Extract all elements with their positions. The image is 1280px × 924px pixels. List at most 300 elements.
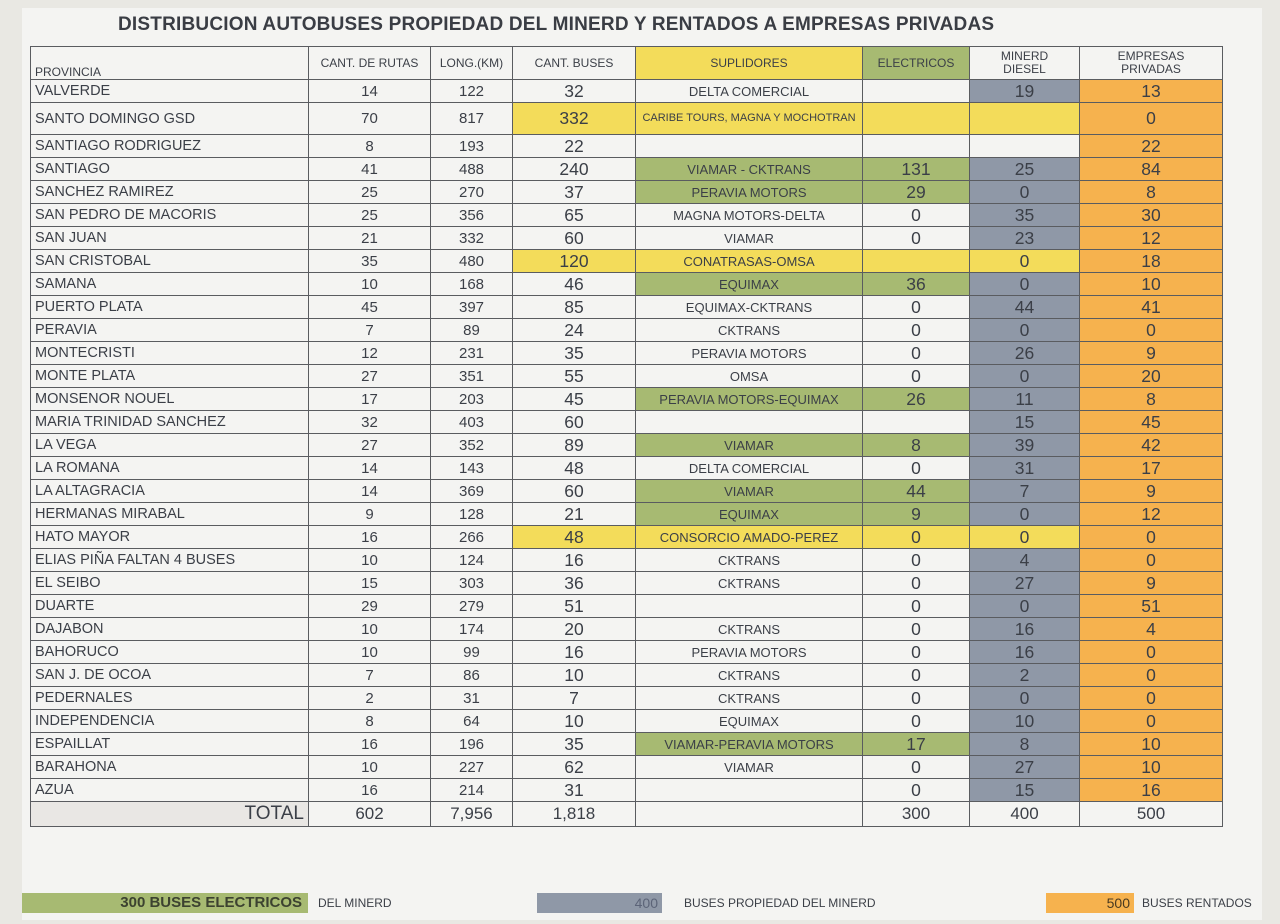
cell-buses: 16 <box>513 641 636 664</box>
total-minerd: 400 <box>970 802 1080 827</box>
cell-provincia: MARIA TRINIDAD SANCHEZ <box>31 411 309 434</box>
cell-provincia: MONTECRISTI <box>31 342 309 365</box>
cell-buses: 48 <box>513 457 636 480</box>
cell-electricos: 0 <box>863 779 970 802</box>
cell-privadas: 8 <box>1080 388 1223 411</box>
cell-electricos: 0 <box>863 526 970 549</box>
cell-rutas: 10 <box>309 618 431 641</box>
cell-suplidores: VIAMAR - CKTRANS <box>636 158 863 181</box>
table-row <box>31 296 1223 319</box>
cell-provincia: BAHORUCO <box>31 641 309 664</box>
table-row <box>31 273 1223 296</box>
cell-minerd: 4 <box>970 549 1080 572</box>
cell-long: 303 <box>431 572 513 595</box>
cell-provincia: SANTO DOMINGO GSD <box>31 103 309 135</box>
cell-long: 31 <box>431 687 513 710</box>
cell-long: 64 <box>431 710 513 733</box>
cell-electricos <box>863 103 970 135</box>
cell-provincia: SAN CRISTOBAL <box>31 250 309 273</box>
cell-long: 266 <box>431 526 513 549</box>
cell-suplidores: DELTA COMERCIAL <box>636 80 863 103</box>
cell-buses: 36 <box>513 572 636 595</box>
cell-electricos: 44 <box>863 480 970 503</box>
cell-suplidores: PERAVIA MOTORS <box>636 641 863 664</box>
table-row <box>31 457 1223 480</box>
cell-provincia: SAN JUAN <box>31 227 309 250</box>
cell-electricos: 26 <box>863 388 970 411</box>
total-long: 7,956 <box>431 802 513 827</box>
table-row <box>31 227 1223 250</box>
cell-minerd: 0 <box>970 595 1080 618</box>
cell-rutas: 27 <box>309 365 431 388</box>
cell-buses: 120 <box>513 250 636 273</box>
cell-minerd: 0 <box>970 181 1080 204</box>
cell-privadas: 18 <box>1080 250 1223 273</box>
cell-rutas: 9 <box>309 503 431 526</box>
header-privadas-line1: EMPRESAS <box>1117 49 1185 63</box>
cell-privadas: 10 <box>1080 273 1223 296</box>
cell-provincia: VALVERDE <box>31 80 309 103</box>
cell-electricos: 0 <box>863 710 970 733</box>
cell-minerd: 0 <box>970 250 1080 273</box>
cell-minerd: 35 <box>970 204 1080 227</box>
cell-suplidores: CKTRANS <box>636 572 863 595</box>
cell-long: 128 <box>431 503 513 526</box>
cell-electricos: 17 <box>863 733 970 756</box>
cell-suplidores: VIAMAR <box>636 480 863 503</box>
cell-provincia: LA ROMANA <box>31 457 309 480</box>
cell-minerd: 0 <box>970 365 1080 388</box>
cell-electricos: 0 <box>863 572 970 595</box>
cell-suplidores: CARIBE TOURS, MAGNA Y MOCHOTRAN <box>636 103 863 135</box>
cell-electricos: 0 <box>863 457 970 480</box>
cell-privadas: 8 <box>1080 181 1223 204</box>
cell-suplidores: OMSA <box>636 365 863 388</box>
cell-minerd: 0 <box>970 687 1080 710</box>
header-provincia: PROVINCIA <box>31 47 309 80</box>
total-suplidores <box>636 802 863 827</box>
cell-long: 369 <box>431 480 513 503</box>
cell-privadas: 12 <box>1080 503 1223 526</box>
table-row <box>31 664 1223 687</box>
cell-provincia: SANCHEZ RAMIREZ <box>31 181 309 204</box>
cell-rutas: 29 <box>309 595 431 618</box>
cell-long: 397 <box>431 296 513 319</box>
cell-provincia: ELIAS PIÑA FALTAN 4 BUSES <box>31 549 309 572</box>
cell-privadas: 0 <box>1080 641 1223 664</box>
cell-electricos: 0 <box>863 342 970 365</box>
header-privadas <box>1080 47 1223 80</box>
cell-privadas: 0 <box>1080 319 1223 342</box>
cell-minerd: 0 <box>970 319 1080 342</box>
cell-suplidores: EQUIMAX <box>636 503 863 526</box>
cell-minerd: 0 <box>970 503 1080 526</box>
cell-long: 196 <box>431 733 513 756</box>
cell-long: 817 <box>431 103 513 135</box>
cell-suplidores: CONATRASAS-OMSA <box>636 250 863 273</box>
cell-electricos: 9 <box>863 503 970 526</box>
header-row <box>31 47 1223 80</box>
cell-buses: 22 <box>513 135 636 158</box>
cell-long: 143 <box>431 457 513 480</box>
table-row <box>31 733 1223 756</box>
cell-buses: 332 <box>513 103 636 135</box>
cell-rutas: 8 <box>309 135 431 158</box>
header-buses: CANT. BUSES <box>513 47 636 80</box>
cell-privadas: 9 <box>1080 342 1223 365</box>
cell-suplidores: CKTRANS <box>636 319 863 342</box>
cell-buses: 20 <box>513 618 636 641</box>
cell-long: 279 <box>431 595 513 618</box>
table-row <box>31 641 1223 664</box>
cell-buses: 16 <box>513 549 636 572</box>
table-row <box>31 135 1223 158</box>
table-row <box>31 388 1223 411</box>
cell-rutas: 2 <box>309 687 431 710</box>
cell-minerd: 15 <box>970 779 1080 802</box>
cell-rutas: 45 <box>309 296 431 319</box>
cell-provincia: INDEPENDENCIA <box>31 710 309 733</box>
cell-suplidores: CKTRANS <box>636 664 863 687</box>
cell-minerd: 0 <box>970 526 1080 549</box>
cell-rutas: 10 <box>309 756 431 779</box>
cell-suplidores <box>636 595 863 618</box>
cell-buses: 31 <box>513 779 636 802</box>
table-row <box>31 158 1223 181</box>
table-row <box>31 756 1223 779</box>
legend-electric-text: DEL MINERD <box>318 896 392 910</box>
cell-buses: 85 <box>513 296 636 319</box>
cell-provincia: PEDERNALES <box>31 687 309 710</box>
cell-buses: 62 <box>513 756 636 779</box>
cell-buses: 48 <box>513 526 636 549</box>
cell-electricos: 0 <box>863 641 970 664</box>
cell-rutas: 25 <box>309 181 431 204</box>
cell-provincia: SANTIAGO <box>31 158 309 181</box>
cell-minerd: 7 <box>970 480 1080 503</box>
cell-electricos: 0 <box>863 756 970 779</box>
cell-buses: 21 <box>513 503 636 526</box>
cell-privadas: 0 <box>1080 526 1223 549</box>
cell-rutas: 12 <box>309 342 431 365</box>
cell-rutas: 14 <box>309 80 431 103</box>
cell-long: 356 <box>431 204 513 227</box>
cell-buses: 60 <box>513 411 636 434</box>
cell-privadas: 0 <box>1080 687 1223 710</box>
cell-rutas: 16 <box>309 779 431 802</box>
cell-rutas: 14 <box>309 457 431 480</box>
cell-electricos <box>863 135 970 158</box>
cell-privadas: 0 <box>1080 710 1223 733</box>
cell-minerd: 16 <box>970 641 1080 664</box>
cell-provincia: MONTE PLATA <box>31 365 309 388</box>
total-row <box>31 802 1223 827</box>
cell-buses: 65 <box>513 204 636 227</box>
cell-suplidores: MAGNA MOTORS-DELTA <box>636 204 863 227</box>
cell-long: 99 <box>431 641 513 664</box>
cell-buses: 24 <box>513 319 636 342</box>
cell-suplidores: VIAMAR <box>636 227 863 250</box>
cell-privadas: 45 <box>1080 411 1223 434</box>
cell-electricos: 0 <box>863 687 970 710</box>
legend-electric-swatch: 300 BUSES ELECTRICOS <box>22 893 308 913</box>
cell-rutas: 16 <box>309 733 431 756</box>
cell-provincia: LA ALTAGRACIA <box>31 480 309 503</box>
cell-minerd: 39 <box>970 434 1080 457</box>
cell-privadas: 0 <box>1080 664 1223 687</box>
cell-provincia: BARAHONA <box>31 756 309 779</box>
cell-electricos: 0 <box>863 618 970 641</box>
cell-provincia: LA VEGA <box>31 434 309 457</box>
cell-provincia: HATO MAYOR <box>31 526 309 549</box>
cell-buses: 35 <box>513 342 636 365</box>
cell-rutas: 21 <box>309 227 431 250</box>
cell-long: 332 <box>431 227 513 250</box>
header-electricos: ELECTRICOS <box>863 47 970 80</box>
cell-minerd: 0 <box>970 273 1080 296</box>
cell-minerd: 23 <box>970 227 1080 250</box>
cell-minerd: 8 <box>970 733 1080 756</box>
cell-minerd: 19 <box>970 80 1080 103</box>
cell-rutas: 17 <box>309 388 431 411</box>
cell-rutas: 25 <box>309 204 431 227</box>
cell-minerd: 10 <box>970 710 1080 733</box>
header-minerd-line2: DIESEL <box>1003 62 1046 76</box>
cell-rutas: 35 <box>309 250 431 273</box>
cell-privadas: 30 <box>1080 204 1223 227</box>
header-suplidores: SUPLIDORES <box>636 47 863 80</box>
total-rutas: 602 <box>309 802 431 827</box>
cell-electricos <box>863 250 970 273</box>
cell-suplidores: CONSORCIO AMADO-PEREZ <box>636 526 863 549</box>
cell-long: 168 <box>431 273 513 296</box>
header-rutas: CANT. DE RUTAS <box>309 47 431 80</box>
cell-electricos: 0 <box>863 296 970 319</box>
table-row <box>31 434 1223 457</box>
table-row <box>31 80 1223 103</box>
cell-buses: 10 <box>513 664 636 687</box>
cell-suplidores: CKTRANS <box>636 618 863 641</box>
cell-provincia: SAN J. DE OCOA <box>31 664 309 687</box>
cell-provincia: DUARTE <box>31 595 309 618</box>
cell-privadas: 42 <box>1080 434 1223 457</box>
cell-suplidores: VIAMAR-PERAVIA MOTORS <box>636 733 863 756</box>
cell-minerd: 15 <box>970 411 1080 434</box>
page-title: DISTRIBUCION AUTOBUSES PROPIEDAD DEL MINERD Y RENTADOS A EMPRESAS PRIVADAS <box>118 14 995 35</box>
cell-provincia: AZUA <box>31 779 309 802</box>
legend-minerd-text: BUSES PROPIEDAD DEL MINERD <box>684 896 876 910</box>
cell-buses: 89 <box>513 434 636 457</box>
cell-rutas: 10 <box>309 549 431 572</box>
table-row <box>31 572 1223 595</box>
cell-long: 193 <box>431 135 513 158</box>
cell-electricos: 0 <box>863 319 970 342</box>
cell-long: 403 <box>431 411 513 434</box>
cell-provincia: PERAVIA <box>31 319 309 342</box>
cell-privadas: 9 <box>1080 480 1223 503</box>
cell-electricos: 29 <box>863 181 970 204</box>
cell-privadas: 41 <box>1080 296 1223 319</box>
cell-privadas: 9 <box>1080 572 1223 595</box>
header-minerd <box>970 47 1080 80</box>
cell-rutas: 10 <box>309 641 431 664</box>
cell-privadas: 16 <box>1080 779 1223 802</box>
cell-privadas: 4 <box>1080 618 1223 641</box>
cell-long: 203 <box>431 388 513 411</box>
table-row <box>31 250 1223 273</box>
table-row <box>31 503 1223 526</box>
table-row <box>31 181 1223 204</box>
cell-buses: 240 <box>513 158 636 181</box>
cell-minerd: 16 <box>970 618 1080 641</box>
cell-privadas: 12 <box>1080 227 1223 250</box>
cell-buses: 51 <box>513 595 636 618</box>
cell-suplidores: EQUIMAX <box>636 710 863 733</box>
cell-long: 488 <box>431 158 513 181</box>
table-row <box>31 526 1223 549</box>
table-row <box>31 365 1223 388</box>
cell-provincia: MONSENOR NOUEL <box>31 388 309 411</box>
cell-long: 270 <box>431 181 513 204</box>
cell-electricos: 0 <box>863 664 970 687</box>
cell-buses: 37 <box>513 181 636 204</box>
cell-electricos: 0 <box>863 227 970 250</box>
table-row <box>31 319 1223 342</box>
cell-suplidores: VIAMAR <box>636 756 863 779</box>
table-row <box>31 549 1223 572</box>
table-row <box>31 103 1223 135</box>
cell-rutas: 7 <box>309 664 431 687</box>
table-row <box>31 710 1223 733</box>
cell-long: 351 <box>431 365 513 388</box>
legend-rented-swatch: 500 <box>1046 893 1134 913</box>
cell-rutas: 8 <box>309 710 431 733</box>
cell-electricos: 0 <box>863 549 970 572</box>
cell-electricos: 0 <box>863 204 970 227</box>
cell-electricos <box>863 80 970 103</box>
cell-electricos: 0 <box>863 595 970 618</box>
cell-provincia: SANTIAGO RODRIGUEZ <box>31 135 309 158</box>
cell-suplidores: VIAMAR <box>636 434 863 457</box>
cell-long: 122 <box>431 80 513 103</box>
cell-suplidores <box>636 135 863 158</box>
cell-minerd: 27 <box>970 756 1080 779</box>
cell-privadas: 84 <box>1080 158 1223 181</box>
cell-long: 174 <box>431 618 513 641</box>
cell-long: 480 <box>431 250 513 273</box>
cell-electricos: 131 <box>863 158 970 181</box>
cell-rutas: 7 <box>309 319 431 342</box>
cell-suplidores: PERAVIA MOTORS <box>636 181 863 204</box>
cell-buses: 35 <box>513 733 636 756</box>
header-privadas-line2: PRIVADAS <box>1121 62 1181 76</box>
cell-minerd: 44 <box>970 296 1080 319</box>
cell-buses: 10 <box>513 710 636 733</box>
legend-rented-text: BUSES RENTADOS <box>1142 896 1252 910</box>
table-row <box>31 779 1223 802</box>
cell-privadas: 22 <box>1080 135 1223 158</box>
cell-buses: 55 <box>513 365 636 388</box>
table-row <box>31 411 1223 434</box>
cell-rutas: 16 <box>309 526 431 549</box>
cell-rutas: 32 <box>309 411 431 434</box>
table-row <box>31 687 1223 710</box>
cell-provincia: HERMANAS MIRABAL <box>31 503 309 526</box>
cell-rutas: 41 <box>309 158 431 181</box>
cell-buses: 7 <box>513 687 636 710</box>
cell-provincia: ESPAILLAT <box>31 733 309 756</box>
cell-provincia: DAJABON <box>31 618 309 641</box>
cell-electricos <box>863 411 970 434</box>
table-body <box>31 80 1223 802</box>
cell-suplidores: EQUIMAX-CKTRANS <box>636 296 863 319</box>
cell-suplidores: PERAVIA MOTORS <box>636 342 863 365</box>
cell-long: 227 <box>431 756 513 779</box>
cell-long: 86 <box>431 664 513 687</box>
cell-privadas: 20 <box>1080 365 1223 388</box>
cell-buses: 32 <box>513 80 636 103</box>
cell-minerd: 26 <box>970 342 1080 365</box>
cell-minerd: 25 <box>970 158 1080 181</box>
header-minerd-line1: MINERD <box>1000 49 1049 63</box>
cell-provincia: SAMANA <box>31 273 309 296</box>
cell-buses: 60 <box>513 227 636 250</box>
total-electricos: 300 <box>863 802 970 827</box>
legend-minerd-swatch: 400 <box>537 893 662 913</box>
cell-long: 352 <box>431 434 513 457</box>
cell-long: 214 <box>431 779 513 802</box>
cell-long: 231 <box>431 342 513 365</box>
cell-buses: 60 <box>513 480 636 503</box>
cell-suplidores <box>636 779 863 802</box>
cell-rutas: 10 <box>309 273 431 296</box>
header-long: LONG.(KM) <box>431 47 513 80</box>
cell-suplidores: EQUIMAX <box>636 273 863 296</box>
cell-electricos: 0 <box>863 365 970 388</box>
cell-rutas: 15 <box>309 572 431 595</box>
cell-minerd: 27 <box>970 572 1080 595</box>
cell-suplidores: CKTRANS <box>636 687 863 710</box>
cell-electricos: 36 <box>863 273 970 296</box>
cell-minerd: 2 <box>970 664 1080 687</box>
distribution-table <box>30 46 1223 827</box>
cell-rutas: 27 <box>309 434 431 457</box>
cell-privadas: 10 <box>1080 756 1223 779</box>
cell-rutas: 70 <box>309 103 431 135</box>
total-privadas: 500 <box>1080 802 1223 827</box>
cell-privadas: 17 <box>1080 457 1223 480</box>
total-label: TOTAL <box>31 802 309 827</box>
cell-long: 124 <box>431 549 513 572</box>
cell-minerd: 11 <box>970 388 1080 411</box>
cell-rutas: 14 <box>309 480 431 503</box>
table-row <box>31 595 1223 618</box>
cell-minerd <box>970 135 1080 158</box>
cell-provincia: SAN PEDRO DE MACORIS <box>31 204 309 227</box>
cell-privadas: 51 <box>1080 595 1223 618</box>
total-buses: 1,818 <box>513 802 636 827</box>
cell-buses: 46 <box>513 273 636 296</box>
table-row <box>31 342 1223 365</box>
cell-buses: 45 <box>513 388 636 411</box>
cell-privadas: 0 <box>1080 103 1223 135</box>
table-row <box>31 480 1223 503</box>
cell-privadas: 0 <box>1080 549 1223 572</box>
cell-suplidores: CKTRANS <box>636 549 863 572</box>
cell-provincia: PUERTO PLATA <box>31 296 309 319</box>
cell-privadas: 10 <box>1080 733 1223 756</box>
cell-minerd <box>970 103 1080 135</box>
